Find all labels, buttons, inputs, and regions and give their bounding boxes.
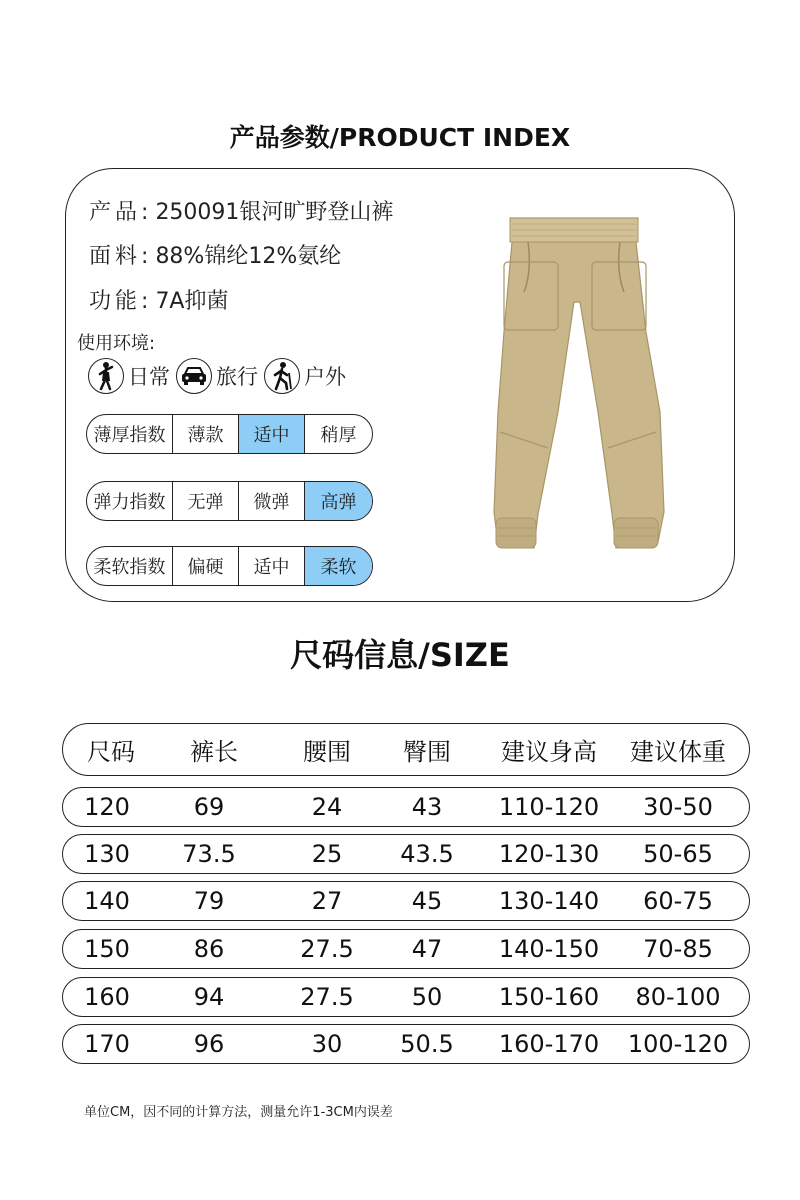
table-cell: 25	[311, 840, 343, 868]
rating-option: 适中	[238, 547, 304, 585]
param-product-value: 250091银河旷野登山裤	[155, 200, 394, 225]
table-cell: 50.5	[400, 1030, 454, 1058]
hiking-person-icon	[264, 358, 300, 394]
header-cell: 尺码	[87, 738, 135, 766]
param-fabric-label: 面料	[89, 244, 142, 269]
param-function: 功能: 7A抑菌	[89, 289, 229, 314]
table-cell: 170	[84, 1030, 130, 1058]
table-row	[62, 1024, 750, 1064]
param-function-label: 功能	[89, 289, 142, 314]
environment-title: 使用环境:	[77, 333, 156, 354]
table-row	[62, 787, 750, 827]
rating-option: 微弹	[238, 482, 304, 520]
table-cell: 27.5	[300, 983, 354, 1011]
param-product: 产品: 250091银河旷野登山裤	[89, 200, 394, 225]
measurement-footnote: 单位CM，因不同的计算方法，测量允许1-3CM内误差	[84, 1105, 393, 1120]
param-function-value: 7A抑菌	[155, 289, 229, 314]
table-cell: 73.5	[182, 840, 236, 868]
table-cell: 43.5	[400, 840, 454, 868]
rating-option-selected: 柔软	[304, 547, 372, 585]
table-cell: 79	[193, 887, 225, 915]
table-cell: 130-140	[498, 887, 600, 915]
table-cell: 47	[411, 935, 443, 963]
rating-option: 薄款	[172, 415, 238, 453]
table-cell: 110-120	[498, 793, 600, 821]
rating-option: 无弹	[172, 482, 238, 520]
product-pants-image	[488, 212, 668, 562]
rating-option: 稍厚	[304, 415, 372, 453]
size-table-header	[62, 723, 750, 776]
header-cell: 裤长	[190, 738, 238, 766]
table-cell: 120	[84, 793, 130, 821]
rating-label: 薄厚指数	[93, 425, 166, 446]
walking-person-icon	[88, 358, 124, 394]
table-cell: 96	[193, 1030, 225, 1058]
header-cell: 建议身高	[501, 738, 597, 766]
env-label-travel: 旅行	[216, 365, 258, 389]
rating-label: 柔软指数	[93, 557, 166, 578]
table-cell: 160	[84, 983, 130, 1011]
rating-label: 弹力指数	[93, 492, 166, 513]
table-row	[62, 881, 750, 921]
rating-thickness	[86, 414, 373, 454]
table-cell: 120-130	[498, 840, 600, 868]
table-cell: 130	[84, 840, 130, 868]
product-index-title: 产品参数/PRODUCT INDEX	[229, 123, 571, 152]
table-row	[62, 834, 750, 874]
table-cell: 80-100	[635, 983, 721, 1011]
rating-elasticity	[86, 481, 373, 521]
table-cell: 50-65	[643, 840, 713, 868]
table-cell: 160-170	[498, 1030, 600, 1058]
env-label-daily: 日常	[128, 365, 170, 389]
env-label-outdoor: 户外	[304, 365, 346, 389]
header-cell: 建议体重	[630, 738, 726, 766]
table-cell: 94	[193, 983, 225, 1011]
table-cell: 60-75	[643, 887, 713, 915]
param-product-label: 产品	[89, 200, 142, 225]
table-row	[62, 977, 750, 1017]
rating-softness	[86, 546, 373, 586]
table-cell: 30	[311, 1030, 343, 1058]
table-cell: 24	[311, 793, 343, 821]
rating-option: 偏硬	[172, 547, 238, 585]
table-cell: 50	[411, 983, 443, 1011]
table-cell: 86	[193, 935, 225, 963]
table-row	[62, 929, 750, 969]
rating-option-selected: 适中	[238, 415, 304, 453]
table-cell: 27.5	[300, 935, 354, 963]
table-cell: 43	[411, 793, 443, 821]
car-icon	[176, 358, 212, 394]
table-cell: 140	[84, 887, 130, 915]
table-cell: 45	[411, 887, 443, 915]
header-cell: 腰围	[303, 738, 351, 766]
table-cell: 150-160	[498, 983, 600, 1011]
table-cell: 140-150	[498, 935, 600, 963]
table-cell: 70-85	[643, 935, 713, 963]
table-cell: 30-50	[643, 793, 713, 821]
rating-option-selected: 高弹	[304, 482, 372, 520]
table-cell: 69	[193, 793, 225, 821]
table-cell: 150	[84, 935, 130, 963]
environment-list	[88, 356, 352, 396]
header-cell: 臀围	[403, 738, 451, 766]
size-info-title: 尺码信息/SIZE	[290, 636, 510, 674]
param-fabric-value: 88%锦纶12%氨纶	[155, 244, 342, 269]
param-fabric: 面料: 88%锦纶12%氨纶	[89, 244, 342, 269]
table-cell: 27	[311, 887, 343, 915]
table-cell: 100-120	[627, 1030, 729, 1058]
